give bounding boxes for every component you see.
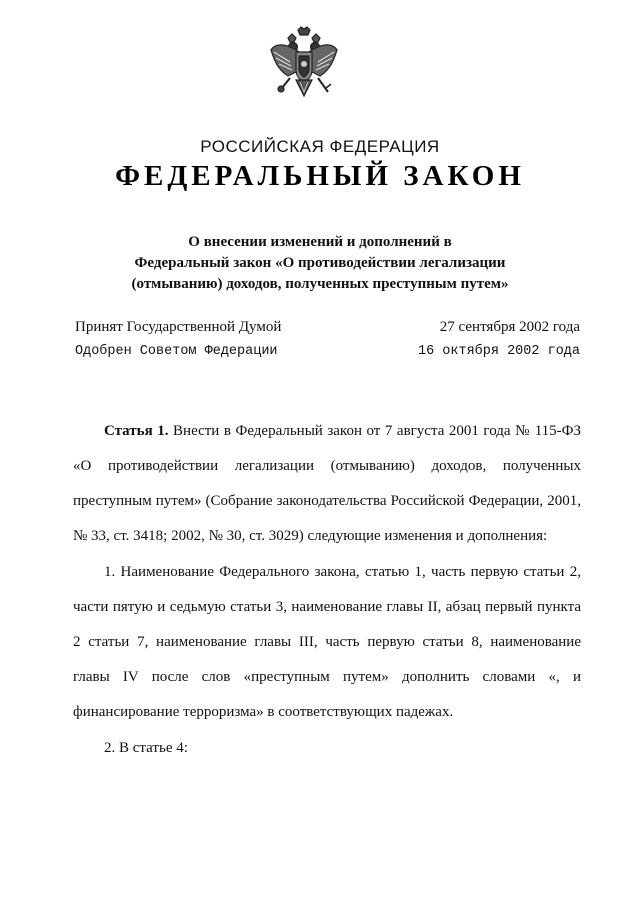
law-title-line: Федеральный закон «О противодействии легализации (134, 255, 506, 271)
law-title (90, 232, 550, 295)
item-2-paragraph: 2. В статье 4: (104, 740, 188, 756)
article-1-paragraph (73, 414, 581, 554)
duma-adoption-row (75, 319, 580, 336)
duma-adoption-label: Принят Государственной Думой (75, 319, 282, 335)
item-1-paragraph: 1. Наименование Федерального закона, статью 1, часть первую статьи 2, части пятую и седьмую статьи 3, наименование главы II, абзац первый пункта 2 статьи 7, наименование главы III, часть первую статьи 8, наименование главы IV после слов «преступным путем» дополнить словами «, и финансирование терроризма» в соответствующих падежах. (73, 564, 581, 720)
law-body (73, 414, 581, 766)
law-title-line: (отмыванию) доходов, полученных преступным путем» (131, 276, 509, 292)
article-1-label: Статья 1. (104, 423, 169, 439)
council-approval-row (75, 344, 580, 359)
coat-of-arms-emblem (268, 26, 340, 102)
duma-adoption-date: 27 сентября 2002 года (439, 319, 580, 335)
country-name: РОССИЙСКАЯ ФЕДЕРАЦИЯ (200, 137, 440, 156)
law-title-line: О внесении изменений и дополнений в (188, 234, 452, 250)
document-type: ФЕДЕРАЛЬНЫЙ ЗАКОН (115, 160, 525, 192)
council-approval-label: Одобрен Советом Федерации (75, 344, 278, 359)
council-approval-date: 16 октября 2002 года (417, 344, 580, 359)
article-1-text: Внести в Федеральный закон от 7 августа 2001 года № 115-ФЗ «О противодействии легализации (отмыванию) доходов, полученных преступным путем» (Собрание законодательства Российской Федерации, 2001, № 33, ст. 3418; 2002, № 30, ст. 3029) следующие изменения и дополнения: (73, 423, 581, 544)
